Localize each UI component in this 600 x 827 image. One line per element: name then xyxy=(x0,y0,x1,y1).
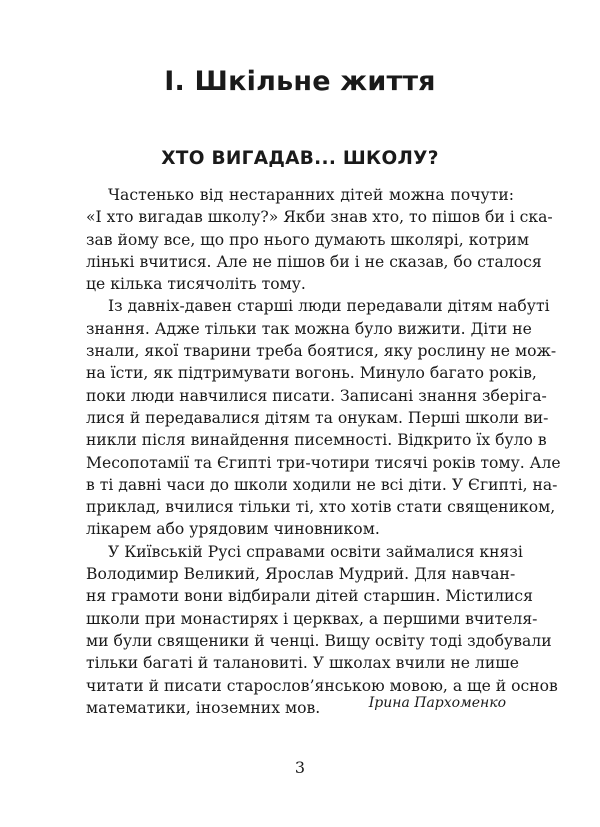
chapter-title: І. Шкільне життя xyxy=(164,66,436,97)
text-line: математики, іноземних мов. xyxy=(86,698,321,717)
text-line: лінькі вчитися. Але не пішов би і не сказав, бо сталося xyxy=(86,252,542,271)
text-line: лікарем або урядовим чиновником. xyxy=(86,520,380,539)
text-line: знання. Адже тільки так можна було вижити. Діти не xyxy=(86,319,532,338)
text-line: Володимир Великий, Ярослав Мудрий. Для навчан- xyxy=(86,565,516,584)
text-line: в ті давні часи до школи ходили не всі діти. У Єгипті, на- xyxy=(86,475,558,494)
text-line: «І хто вигадав школу?» Якби знав хто, то пішов би і ска- xyxy=(86,208,553,227)
text-line: це кілька тисячоліть тому. xyxy=(86,275,306,294)
text-line: ня грамоти вони відбирали дітей старшин. Містилися xyxy=(86,587,533,606)
text-line: читати й писати старослов’янською мовою, а ще й основ xyxy=(86,676,558,695)
author-signature: Ірина Пархоменко xyxy=(368,695,506,711)
text-line: на їсти, як підтримувати вогонь. Минуло багато років, xyxy=(86,364,537,383)
text-line: знали, якої тварини треба боятися, яку рослину не мож- xyxy=(86,342,557,361)
text-line: зав йому все, що про нього думають школярі, котрим xyxy=(86,230,529,249)
text-line: приклад, вчилися тільки ті, хто хотів стати священиком, xyxy=(86,498,556,517)
text-line: лися й передавалися дітям та онукам. Перші школи ви- xyxy=(86,408,549,427)
page-number: 3 xyxy=(294,758,306,777)
text-line: школи при монастирях і церквах, а першими вчителя- xyxy=(86,609,538,628)
article-body xyxy=(86,184,561,719)
text-line: Месопотамії та Єгипті три-чотири тисячі років тому. Але xyxy=(86,453,561,472)
text-line: поки люди навчилися писати. Записані знання зберіга- xyxy=(86,386,547,405)
text-line: У Київській Русі справами освіти займалися князі xyxy=(108,542,523,561)
text-line: Із давніх-давен старші люди передавали дітям набуті xyxy=(108,297,550,316)
text-line: Частенько від нестаранних дітей можна почути: xyxy=(108,186,514,204)
text-line: тільки багаті й талановиті. У школах вчили не лише xyxy=(86,654,519,673)
text-line: никли після винайдення писемності. Відкрито їх було в xyxy=(86,431,547,450)
text-line: ми були священики й ченці. Вищу освіту тоді здобували xyxy=(86,631,552,650)
section-title: ХТО ВИГАДАВ... ШКОЛУ? xyxy=(161,148,439,169)
